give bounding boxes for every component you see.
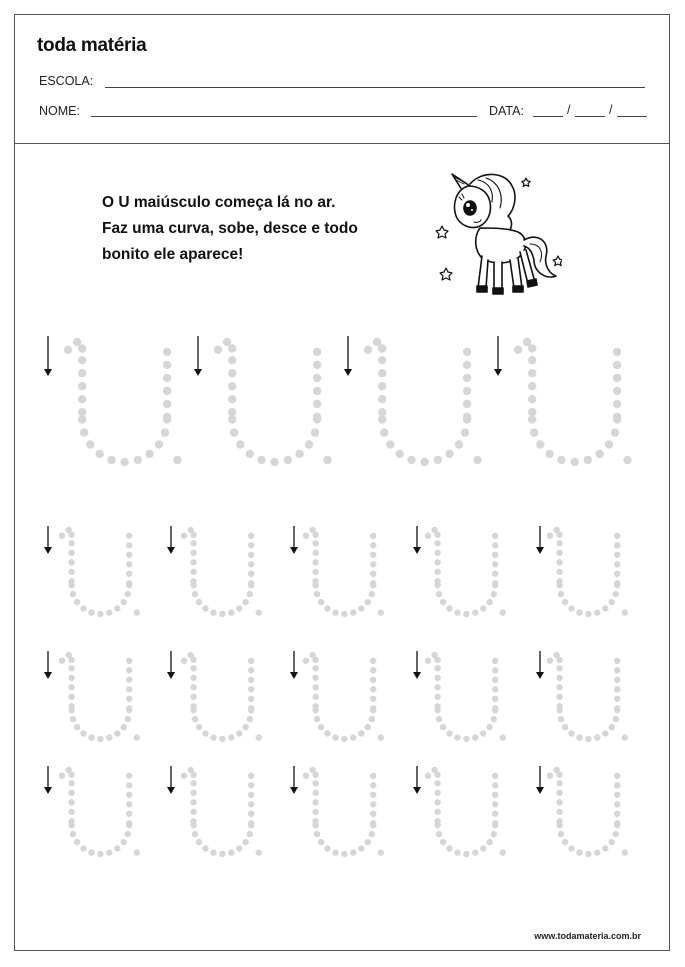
tracing-letter-u — [303, 652, 384, 742]
tracing-letter-u — [547, 767, 628, 857]
tracing-letter-u — [547, 527, 628, 617]
tracing-letter-u — [59, 652, 140, 742]
rhyme-line: Faz uma curva, sobe, desce e todo — [102, 220, 358, 237]
tracing-letter-u — [181, 767, 262, 857]
down-arrow-icon — [290, 526, 298, 554]
tracing-letter-u — [64, 338, 182, 466]
brand-logo: toda matéria — [37, 35, 147, 56]
date-label: DATA: — [489, 104, 524, 118]
tracing-letter-u — [181, 527, 262, 617]
down-arrow-icon — [44, 766, 52, 794]
rhyme-line: O U maiúsculo começa lá no ar. — [102, 194, 336, 211]
tracing-letter-u — [425, 767, 506, 857]
tracing-letter-u — [303, 527, 384, 617]
tracing-letter-u — [425, 527, 506, 617]
date-separator: / — [567, 103, 571, 117]
tracing-letter-u — [214, 338, 332, 466]
down-arrow-icon — [413, 651, 421, 679]
rhyme-line: bonito ele aparece! — [102, 246, 244, 263]
down-arrow-icon — [413, 526, 421, 554]
tracing-letter-u — [425, 652, 506, 742]
date-separator: / — [609, 103, 613, 117]
down-arrow-icon — [413, 766, 421, 794]
school-label: ESCOLA: — [39, 74, 94, 88]
down-arrow-icon — [536, 526, 544, 554]
tracing-letter-u — [59, 527, 140, 617]
down-arrow-icon — [44, 651, 52, 679]
tracing-letter-u — [181, 652, 262, 742]
website-url: www.todamateria.com.br — [534, 931, 641, 941]
down-arrow-icon — [494, 336, 502, 376]
down-arrow-icon — [290, 766, 298, 794]
down-arrow-icon — [344, 336, 352, 376]
down-arrow-icon — [44, 336, 52, 376]
down-arrow-icon — [167, 651, 175, 679]
tracing-letter-u — [514, 338, 632, 466]
tracing-letter-u — [59, 767, 140, 857]
down-arrow-icon — [536, 651, 544, 679]
down-arrow-icon — [167, 766, 175, 794]
tracing-letter-u — [303, 767, 384, 857]
down-arrow-icon — [290, 651, 298, 679]
down-arrow-icon — [194, 336, 202, 376]
down-arrow-icon — [167, 526, 175, 554]
tracing-letter-u — [364, 338, 482, 466]
name-label: NOME: — [39, 104, 80, 118]
down-arrow-icon — [536, 766, 544, 794]
tracing-letter-u — [547, 652, 628, 742]
down-arrow-icon — [44, 526, 52, 554]
